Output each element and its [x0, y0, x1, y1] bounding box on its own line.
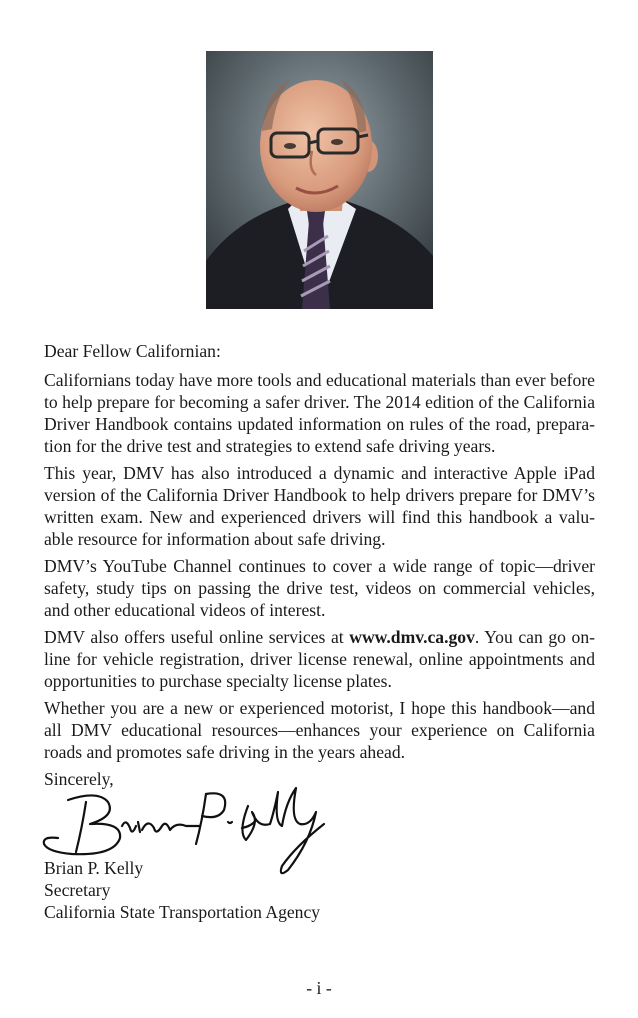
online-services-text-after: . You can go on-line for vehicle registration, driver license renewal, online appointments and opportunities to purchase specialty license plates.: [44, 627, 595, 691]
paragraph-ipad: This year, DMV has also introduced a dynamic and interactive Apple iPad version of the California Driver Handbook to help drivers prepare for DMV’s written exam. New and experienced drivers will find this handbook a valu-able resource for information about safe driving.: [44, 463, 595, 549]
paragraph-closing-hope: Whether you are a new or experienced motorist, I hope this handbook—and all DMV educational resources—enhances your experience on California roads and promotes safe driving in the years ahead.: [44, 698, 595, 762]
signer-agency: California State Transportation Agency: [44, 902, 321, 922]
signer-name: Brian P. Kelly: [44, 858, 144, 878]
paragraph-tools: Californians today have more tools and educational materials than ever before to help prepare for becoming a safer driver. The 2014 edition of the California Driver Handbook contains updated information on rules of the road, prepara-tion for the drive test and strategies to extend safe driving years.: [44, 370, 595, 456]
online-services-text-before: DMV also offers useful online services at: [44, 627, 350, 647]
paragraph-youtube: DMV’s YouTube Channel continues to cover a wide range of topic—driver safety, study tips on passing the drive test, videos on commercial vehicles, and other educational videos of interest.: [44, 556, 595, 620]
paragraph-online-services: [44, 626, 595, 692]
dmv-website-link[interactable]: www.dmv.ca.gov: [349, 627, 475, 647]
portrait-photo: [206, 51, 433, 309]
letter-body: [44, 340, 595, 795]
signer-title: Secretary: [44, 880, 111, 900]
page-number: - i -: [306, 978, 332, 998]
letter-closing: Sincerely,: [44, 769, 114, 789]
signature-block: [44, 857, 320, 923]
letter-greeting: Dear Fellow Californian:: [44, 341, 221, 361]
portrait-illustration: [206, 51, 433, 309]
